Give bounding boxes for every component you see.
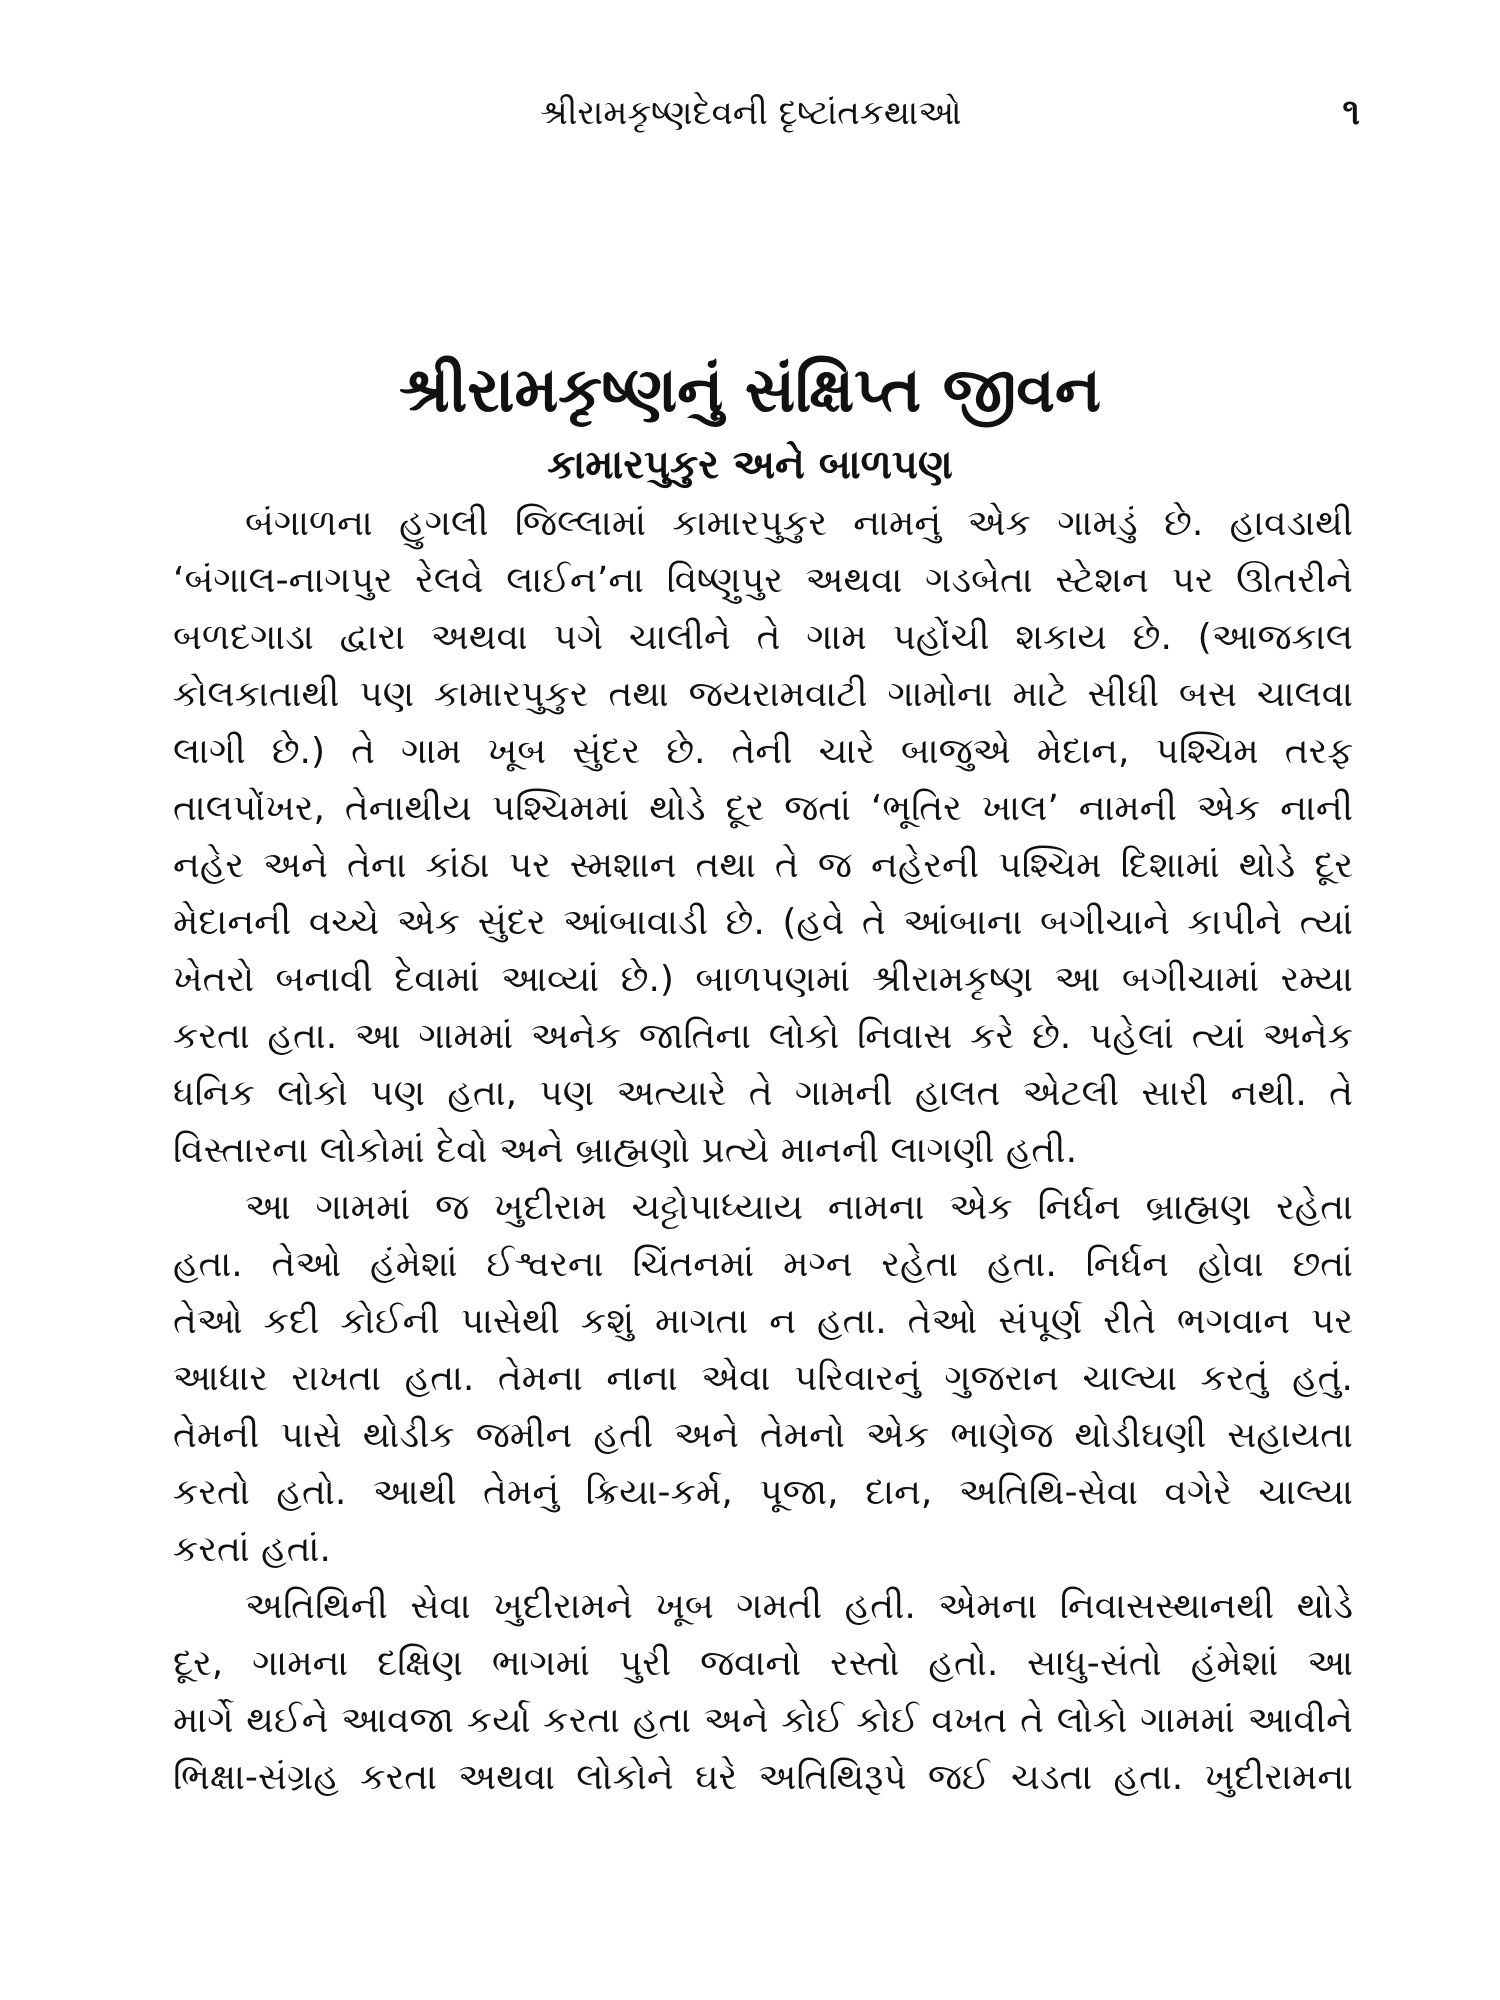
text-line: ‘બંગાલ-નાગપુર રેલવે લાઈન’ના વિષ્ણુપુર અથવા ગડબેતા સ્ટેશન પર ઊતરીને	[173, 560, 1353, 601]
running-title: શ્રીરામકૃષ્ણદેવની દૃષ્ટાંતકથાઓ	[540, 93, 962, 133]
text-line: લાગી છે.) તે ગામ ખૂબ સુંદર છે. તેની ચારે બાજુએ મેદાન, પશ્ચિમ તરફ	[173, 731, 1353, 772]
text-line: બંગાળના હુગલી જિલ્લામાં કામારપુકુર નામનું એક ગામડું છે. હાવડાથી	[245, 503, 1353, 544]
text-line: ભિક્ષા-સંગ્રહ કરતા અથવા લોકોને ઘરે અતિથિરૂપે જઈ ચડતા હતા. ખુદીરામના	[173, 1757, 1353, 1798]
text-line: બળદગાડા દ્વારા અથવા પગે ચાલીને તે ગામ પહોંચી શકાય છે. (આજકાલ	[173, 617, 1353, 658]
text-line: કરતાં હતાં.	[173, 1529, 331, 1570]
text-line: તેઓ કદી કોઈની પાસેથી કશું માગતા ન હતા. તેઓ સંપૂર્ણ રીતે ભગવાન પર	[173, 1301, 1353, 1342]
text-line: દૂર, ગામના દક્ષિણ ભાગમાં પુરી જવાનો રસ્તો હતો. સાધુ-સંતો હંમેશાં આ	[173, 1643, 1353, 1684]
text-line: આ ગામમાં જ ખુદીરામ ચટ્ટોપાધ્યાય નામના એક નિર્ધન બ્રાહ્મણ રહેતા	[245, 1187, 1353, 1228]
text-line: ધનિક લોકો પણ હતા, પણ અત્યારે તે ગામની હાલત એટલી સારી નથી. તે	[173, 1073, 1353, 1114]
text-line: નહેર અને તેના કાંઠા પર સ્મશાન તથા તે જ નહેરની પશ્ચિમ દિશામાં થોડે દૂર	[173, 845, 1353, 886]
text-line: કોલકાતાથી પણ કામારપુકુર તથા જયરામવાટી ગામોના માટે સીધી બસ ચાલવા	[173, 674, 1353, 715]
section-title: કામારપુકુર અને બાળપણ	[547, 442, 953, 488]
text-line: વિસ્તારના લોકોમાં દેવો અને બ્રાહ્મણો પ્રત્યે માનની લાગણી હતી.	[173, 1130, 1078, 1171]
chapter-title: શ્રીરામકૃષ્ણનું સંક્ષિપ્ત જીવન	[398, 353, 1102, 426]
running-header	[200, 88, 1360, 138]
text-line: ખેતરો બનાવી દેવામાં આવ્યાં છે.) બાળપણમાં શ્રીરામકૃષ્ણ આ બગીચામાં રમ્યા	[173, 959, 1353, 1000]
text-line: કરતા હતા. આ ગામમાં અનેક જાતિના લોકો નિવાસ કરે છે. પહેલાં ત્યાં અનેક	[173, 1016, 1353, 1057]
text-line: હતા. તેઓ હંમેશાં ઈશ્વરના ચિંતનમાં મગ્ન રહેતા હતા. નિર્ધન હોવા છતાં	[173, 1244, 1353, 1285]
text-line: આધાર રાખતા હતા. તેમના નાના એવા પરિવારનું ગુજરાન ચાલ્યા કરતું હતું.	[173, 1358, 1353, 1399]
page-number: ૧	[1342, 92, 1360, 133]
text-line: અતિથિની સેવા ખુદીરામને ખૂબ ગમતી હતી. એમના નિવાસસ્થાનથી થોડે	[245, 1586, 1353, 1627]
body-text	[173, 495, 1353, 1806]
text-line: તાલપોંખર, તેનાથીય પશ્ચિમમાં થોડે દૂર જતાં ‘ભૂતિર ખાલ’ નામની એક નાની	[173, 788, 1353, 829]
text-line: મેદાનની વચ્ચે એક સુંદર આંબાવાડી છે. (હવે તે આંબાના બગીચાને કાપીને ત્યાં	[173, 902, 1353, 943]
text-line: માર્ગે થઈને આવજા કર્યા કરતા હતા અને કોઈ કોઈ વખત તે લોકો ગામમાં આવીને	[173, 1700, 1353, 1741]
text-line: તેમની પાસે થોડીક જમીન હતી અને તેમનો એક ભાણેજ થોડીઘણી સહાયતા	[173, 1415, 1353, 1456]
text-line: કરતો હતો. આથી તેમનું ક્રિયા-કર્મ, પૂજા, દાન, અતિથિ-સેવા વગેરે ચાલ્યા	[173, 1472, 1353, 1513]
